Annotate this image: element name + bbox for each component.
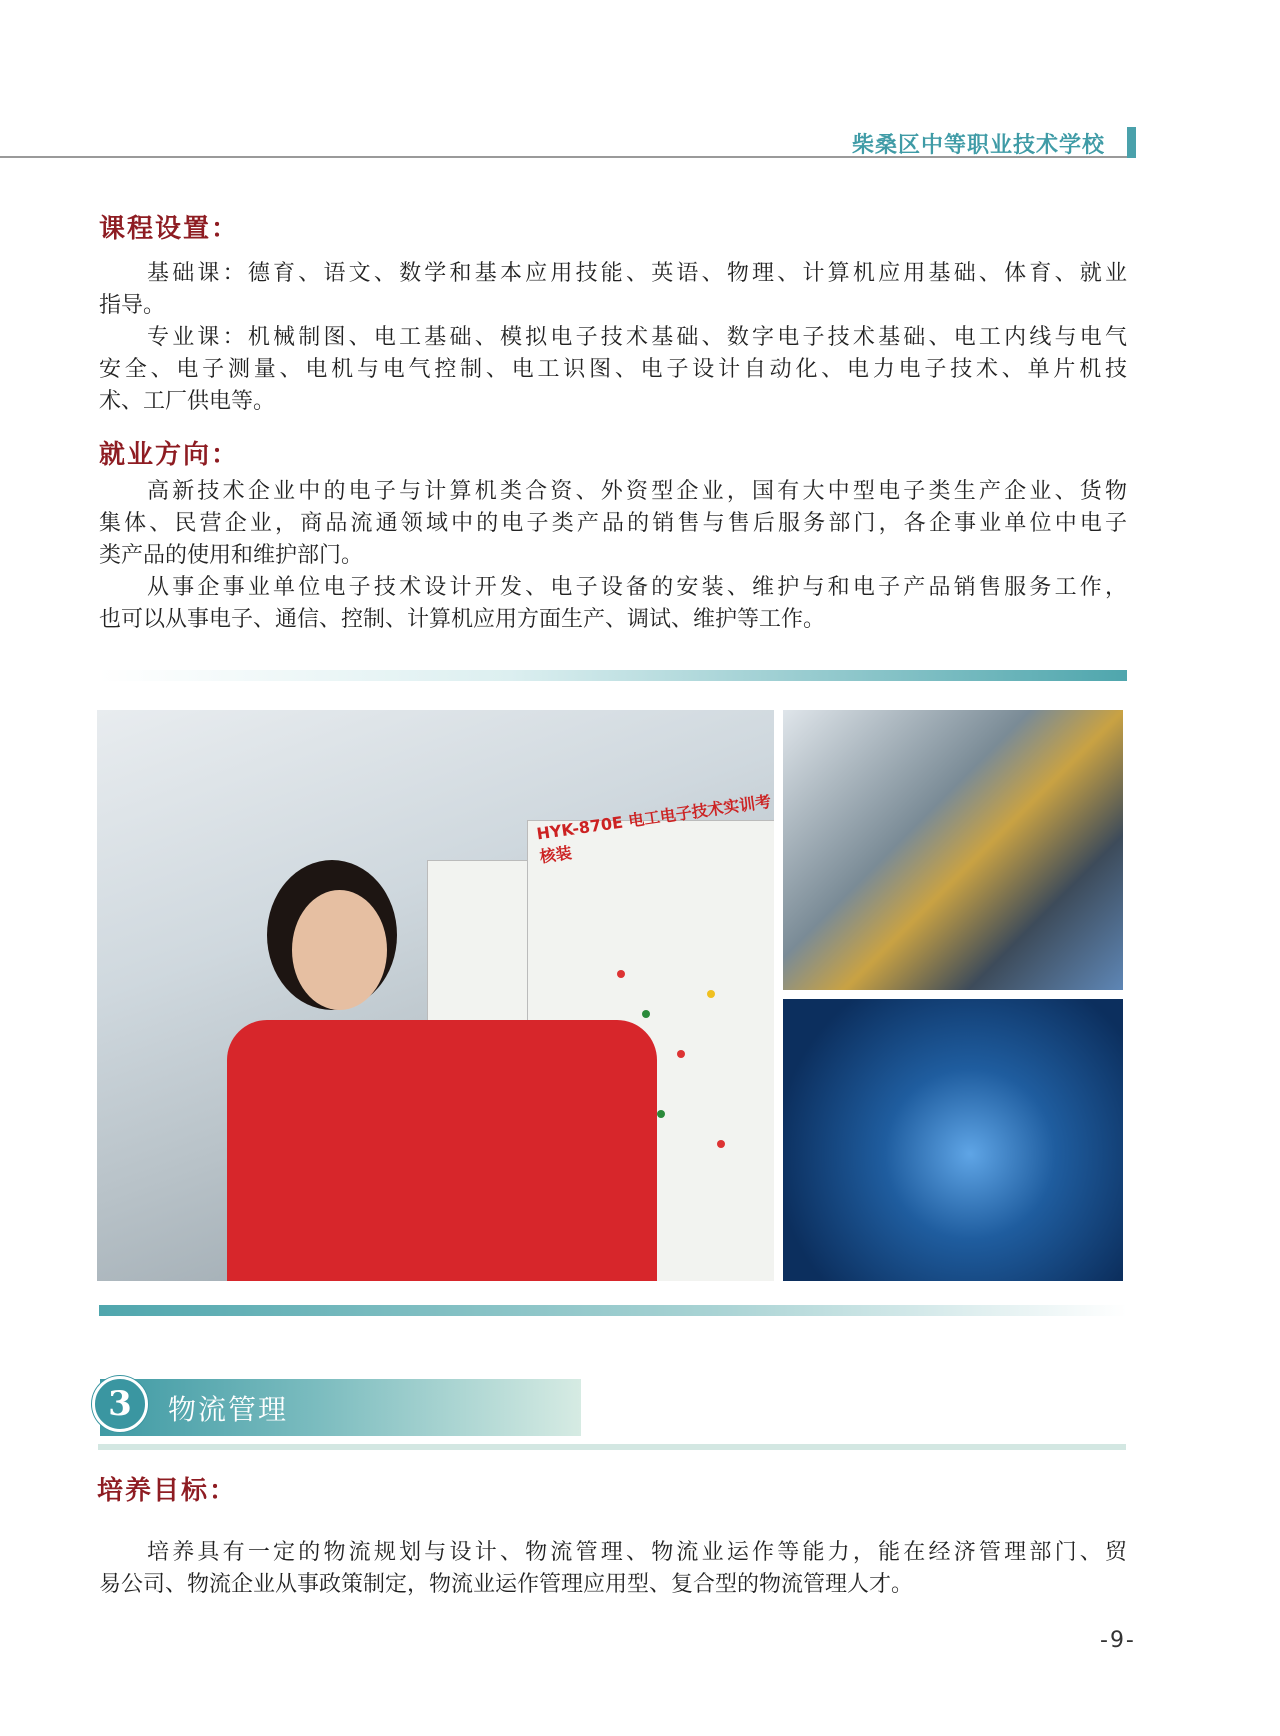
text-line: 从事企事业单位电子技术设计开发、电子设备的安装、维护与和电子产品销售服务工作， — [147, 575, 1127, 600]
school-name: 柴桑区中等职业技术学校 — [852, 133, 1106, 158]
divider-gradient-bottom — [99, 1305, 1127, 1316]
text-line: 高新技术企业中的电子与计算机类合资、外资型企业，国有大中型电子类生产企业、货物 — [147, 479, 1127, 504]
employment-text — [99, 476, 1127, 636]
page-number: -9- — [1100, 1628, 1136, 1653]
header-accent-bar — [1127, 127, 1136, 158]
text-line: 类产品的使用和维护部门。 — [99, 543, 364, 568]
text-line: 也可以从事电子、通信、控制、计算机应用方面生产、调试、维护等工作。 — [99, 607, 826, 632]
employment-heading: 就业方向： — [99, 440, 240, 470]
student-figure — [227, 1020, 657, 1281]
text-line: 专业课：机械制图、电工基础、模拟电子技术基础、数字电子技术基础、电工内线与电气 — [147, 325, 1127, 350]
training-panel-sign: HYK-870E 电工电子技术实训考核装 — [535, 791, 773, 867]
text-line: 术、工厂供电等。 — [99, 389, 276, 414]
photo-student-training — [97, 710, 774, 1281]
text-line: 指导。 — [99, 293, 166, 318]
text-line: 安全、电子测量、电机与电气控制、电工识图、电子设计自动化、电力电子技术、单片机技 — [99, 357, 1127, 382]
section-title: 物流管理 — [168, 1393, 289, 1426]
section-number-badge: 3 — [92, 1376, 148, 1432]
photo-circuit-board — [783, 999, 1123, 1281]
goal-heading: 培养目标： — [97, 1476, 238, 1506]
courses-heading: 课程设置： — [99, 214, 240, 244]
divider-gradient-top — [99, 670, 1127, 681]
text-line: 集体、民营企业，商品流通领域中的电子类产品的销售与售后服务部门，各企事业单位中电子 — [99, 511, 1127, 536]
courses-text — [99, 258, 1127, 418]
text-line: 培养具有一定的物流规划与设计、物流管理、物流业运作等能力，能在经济管理部门、贸 — [147, 1540, 1127, 1565]
photo-teachers-wiring — [783, 710, 1123, 990]
section-underline — [98, 1444, 1126, 1450]
text-line: 易公司、物流企业从事政策制定，物流业运作管理应用型、复合型的物流管理人才。 — [99, 1572, 914, 1597]
text-line: 基础课：德育、语文、数学和基本应用技能、英语、物理、计算机应用基础、体育、就业 — [147, 261, 1127, 286]
goal-text — [99, 1537, 1127, 1601]
